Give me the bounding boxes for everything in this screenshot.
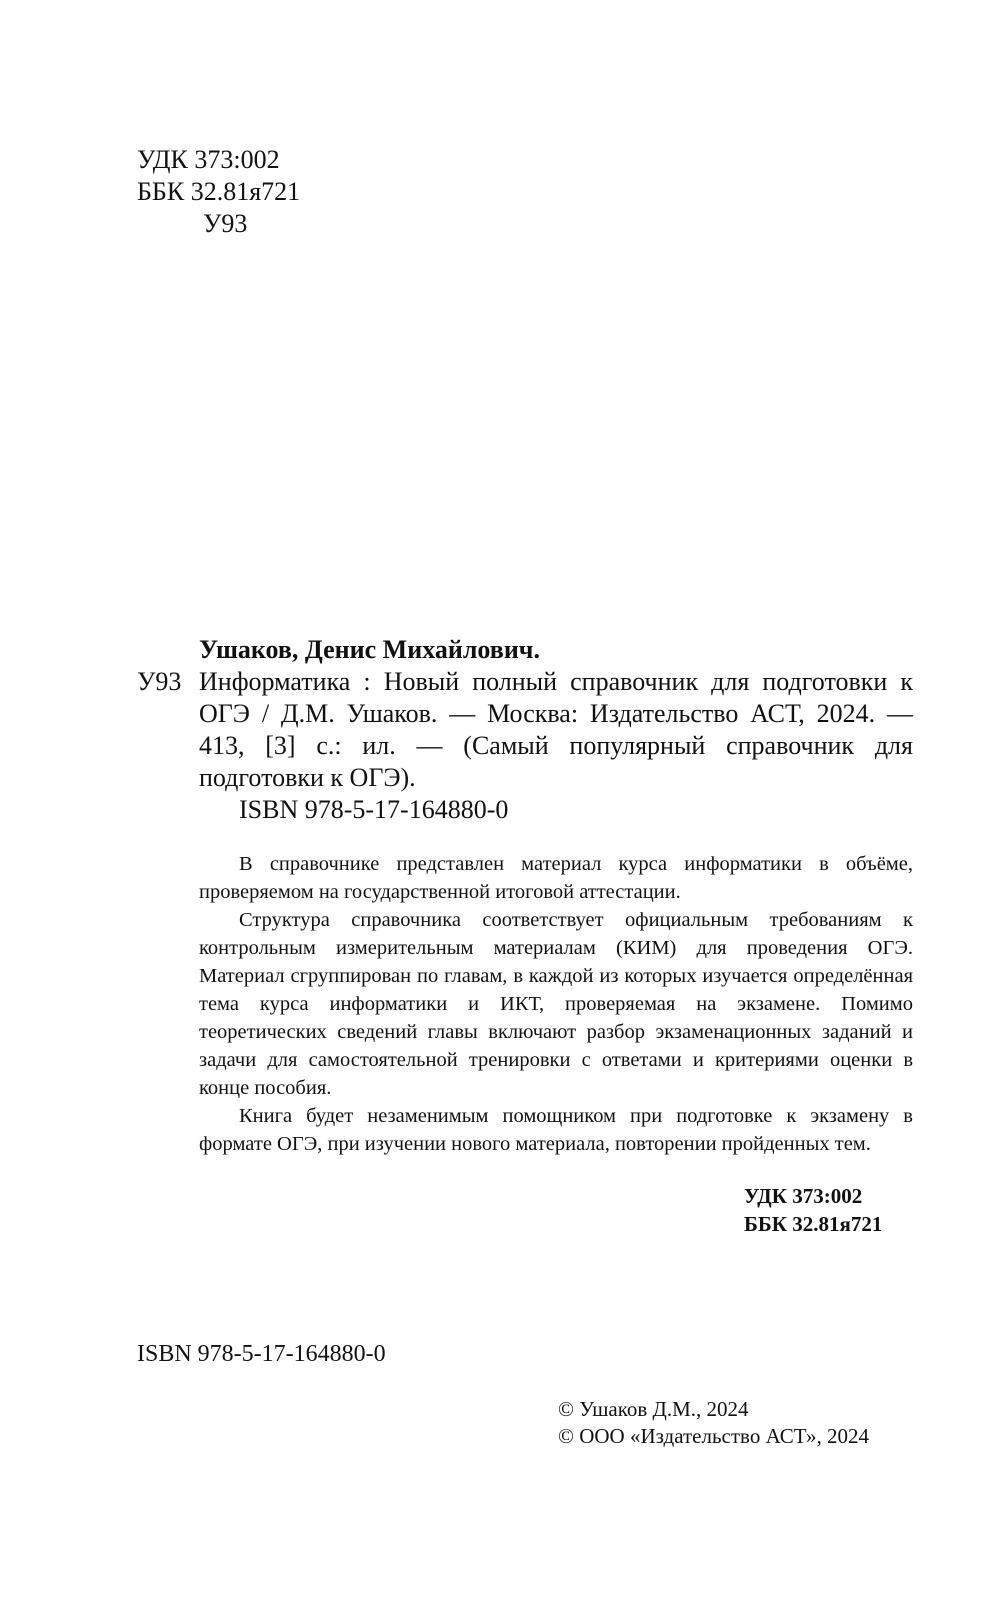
catalog-author-mark: У93 xyxy=(137,667,182,696)
author-mark: У93 xyxy=(203,209,248,238)
copyright-block xyxy=(558,1396,869,1450)
udk-code: УДК 373:002 xyxy=(137,145,280,174)
annotation xyxy=(199,850,913,1158)
classification-header xyxy=(137,144,300,240)
udk-code: УДК 373:002 xyxy=(744,1184,863,1208)
annotation-paragraph: Структура справочника соответствует официальным требованиям к контрольным измерительным материалам (КИМ) для проведения ОГЭ. Материал сгруппирован по главам, в каждой из которых изучается определённая тема курса информатики и ИКТ, проверяемая на экзамене. Помимо теоретических сведений главы включают разбор экзаменационных заданий и задачи для самостоятельной тренировки с ответами и критериями оценки в конце пособия. xyxy=(199,909,913,1099)
bbk-code: ББК 32.81я721 xyxy=(137,177,301,206)
copyright-author: © Ушаков Д.М., 2024 xyxy=(558,1397,749,1421)
copyright-publisher: © ООО «Издательство АСТ», 2024 xyxy=(558,1424,869,1448)
annotation-paragraph: В справочнике представлен материал курса информатики в объёме, проверяемом на государственной итоговой аттестации. xyxy=(199,853,913,903)
annotation-paragraph: Книга будет незаменимым помощником при подготовке к экзамену в формате ОГЭ, при изучении нового материала, повторении пройденных тем. xyxy=(199,1105,913,1155)
bbk-code: ББК 32.81я721 xyxy=(744,1212,883,1236)
isbn: ISBN 978-5-17-164880-0 xyxy=(137,1341,386,1367)
classification-footer xyxy=(744,1182,882,1238)
catalog-description: Информатика : Новый полный справочник для подготовки к ОГЭ / Д.М. Ушаков. — Москва: Издательство АСТ, 2024. — 413, [3] с.: ил. — (Самый популярный справочник для подготовки к ОГЭ). xyxy=(199,667,913,792)
catalog-isbn: ISBN 978-5-17-164880-0 xyxy=(239,795,509,824)
catalog-author: Ушаков, Денис Михайлович. xyxy=(199,635,540,664)
